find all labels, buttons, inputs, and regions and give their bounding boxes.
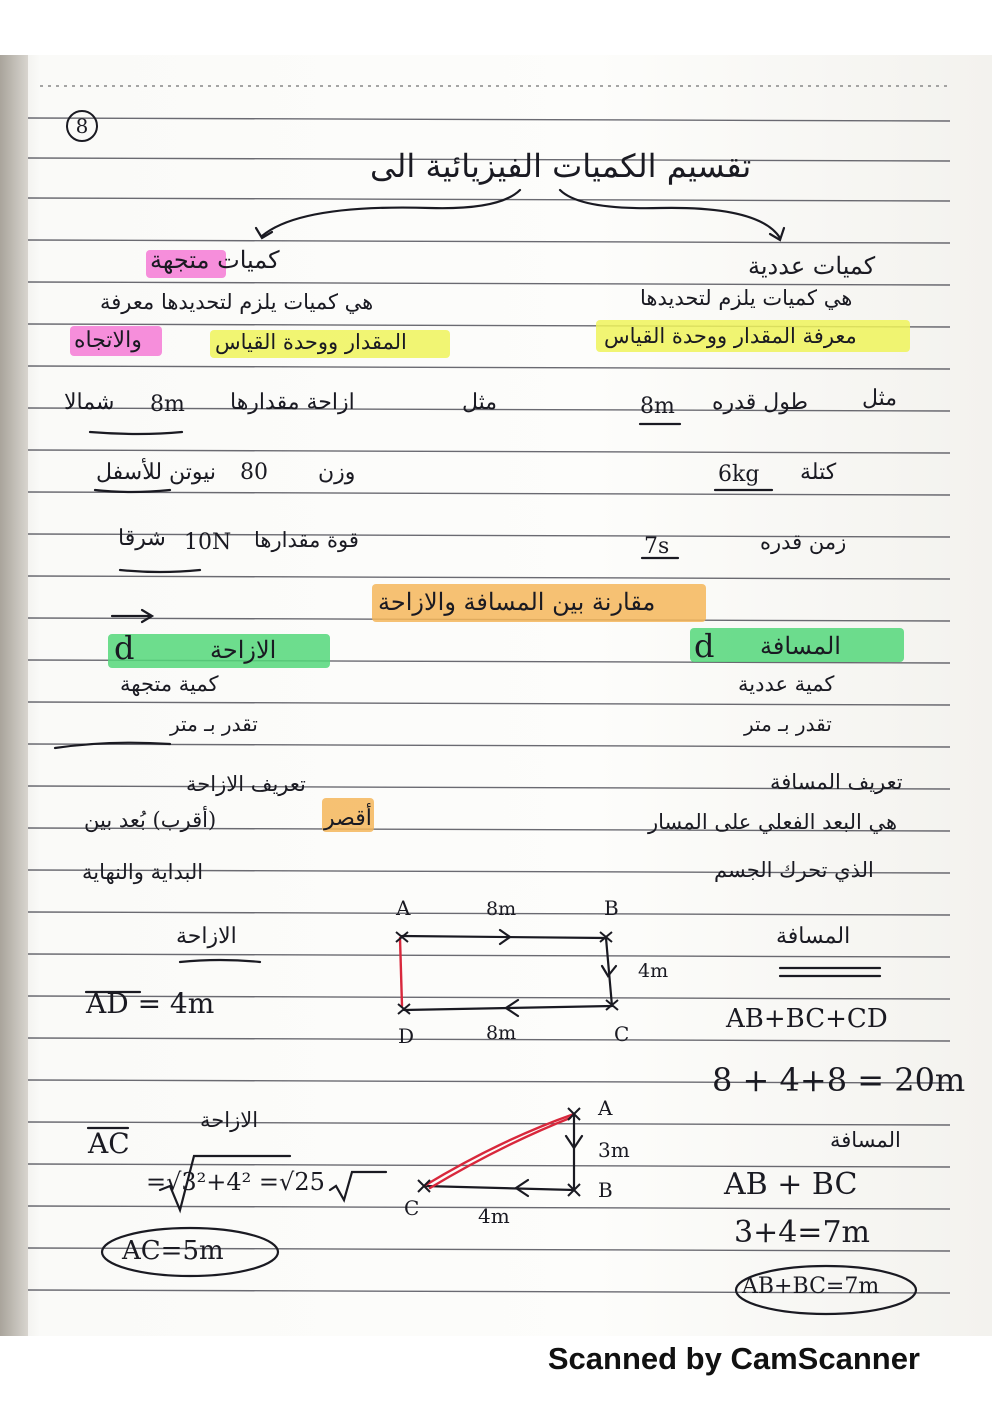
rule-line — [28, 576, 950, 579]
ex2-length-horizontal: 4m — [478, 1204, 510, 1228]
displacement-unit: تقدر بـ متر — [170, 712, 258, 736]
scalar-example1-label: مثل — [862, 386, 898, 411]
ex1-distance-calc: 8 + 4+8 = 20m — [712, 1061, 966, 1099]
distance-def-title: تعريف المسافة — [770, 770, 903, 794]
ex1-distance-equation: AB+BC+CD — [726, 1004, 888, 1034]
scalar-example1-value: 8m — [640, 394, 675, 419]
scalar-example1-text: طول قدره — [712, 390, 809, 415]
vector-example3-text: قوة مقدارها — [254, 528, 359, 552]
rule-line — [28, 366, 950, 369]
scalar-heading: كميات عددية — [748, 252, 876, 280]
distance-label: المسافة — [760, 632, 841, 660]
displacement-symbol: d — [114, 629, 135, 667]
ex1-point-a: A — [396, 896, 411, 920]
displacement-def-title: تعريف الازاحة — [186, 772, 306, 796]
vector-example2-label: وزن — [318, 460, 356, 485]
vector-definition-direction: والاتجاه — [74, 328, 142, 353]
rule-line — [28, 118, 950, 121]
displacement-label: الازاحة — [210, 636, 277, 664]
vector-example1-direction: شمالا — [64, 390, 115, 415]
ex1-point-c: C — [614, 1022, 630, 1046]
vector-example3-value: 10N — [184, 530, 232, 555]
ex2-distance-calc: 3+4=7m — [734, 1215, 870, 1250]
ex2-displacement-label: الازاحة — [200, 1108, 259, 1132]
ex1-point-d: D — [398, 1024, 415, 1048]
distance-def-line1: هي البعد الفعلي على المسار — [648, 810, 898, 834]
scalar-definition-line2: معرفة المقدار ووحدة القياس — [604, 324, 857, 348]
rule-line — [28, 744, 950, 747]
ex2-distance-equation: AB + BC — [724, 1167, 858, 1202]
ex1-distance-label: المسافة — [776, 924, 851, 949]
comparison-title: مقارنة بين المسافة والازاحة — [378, 588, 656, 616]
ex2-displacement-name: AC — [88, 1127, 130, 1160]
camscanner-watermark: Scanned by CamScanner — [547, 1341, 920, 1376]
scalar-example2-value: 6kg — [718, 462, 760, 487]
ex1-length-top: 8m — [486, 898, 517, 920]
distance-unit: تقدر بـ متر — [744, 712, 832, 736]
page-title: تقسيم الكميات الفيزيائية الى — [370, 147, 752, 185]
vector-example1-value: 8m — [150, 392, 185, 417]
ex2-point-a: A — [598, 1096, 613, 1120]
rule-line — [28, 198, 950, 201]
distance-type: كمية عددية — [738, 672, 835, 696]
ex2-length-vertical: 3m — [598, 1138, 630, 1162]
ex2-point-b: B — [598, 1178, 613, 1202]
rule-line — [28, 702, 950, 705]
vector-example2-text: نيوتن للأسفل — [96, 460, 217, 485]
rule-line — [28, 492, 950, 495]
rule-line — [28, 954, 950, 957]
scalar-example3-text: زمن قدره — [760, 530, 847, 554]
displacement-def-rest: (أقرب) بُعد بين — [84, 808, 217, 832]
scalar-definition-line1: هي كميات يلزم لتحديدها — [640, 286, 853, 310]
vector-definition-line1: هي كميات يلزم لتحديدها معرفة — [100, 290, 374, 314]
displacement-def-line2: البداية والنهاية — [82, 860, 204, 884]
vector-heading: كميات متجهة — [150, 246, 280, 274]
vector-example3-direction: شرقا — [118, 526, 166, 551]
ex1-point-b: B — [604, 896, 619, 920]
rule-line — [28, 282, 950, 285]
ex2-displacement-result: AC=5m — [122, 1236, 224, 1266]
distance-def-line2: الذي تحرك الجسم — [714, 858, 874, 882]
displacement-type: كمية متجهة — [120, 672, 219, 696]
rule-line — [28, 240, 950, 243]
page-number: 8 — [66, 110, 98, 142]
ex1-displacement-label: الازاحة — [176, 924, 237, 949]
ex2-displacement-calc: =√3²+4² =√25 — [146, 1168, 325, 1196]
scalar-example2-label: كتلة — [800, 460, 837, 485]
vector-example2-value: 80 — [240, 460, 268, 485]
distance-symbol: d — [694, 627, 715, 665]
ex2-distance-label: المسافة — [830, 1128, 901, 1152]
displacement-def-highlight: أقصر — [324, 806, 372, 831]
vector-definition-line2: المقدار ووحدة القياس — [215, 330, 407, 354]
vector-example1-text: ازاحة مقدارها — [230, 390, 355, 415]
ex1-length-right: 4m — [638, 960, 669, 982]
scalar-example3-value: 7s — [644, 534, 670, 559]
vector-example1-label: مثل — [462, 390, 498, 415]
rule-line — [28, 450, 950, 453]
ex2-point-c: C — [404, 1196, 420, 1220]
ex1-displacement-equation: AD = 4m — [86, 987, 215, 1020]
ex2-distance-result: AB+BC=7m — [742, 1274, 880, 1299]
ex1-length-bottom: 8m — [486, 1022, 517, 1044]
rule-line — [28, 1122, 950, 1125]
